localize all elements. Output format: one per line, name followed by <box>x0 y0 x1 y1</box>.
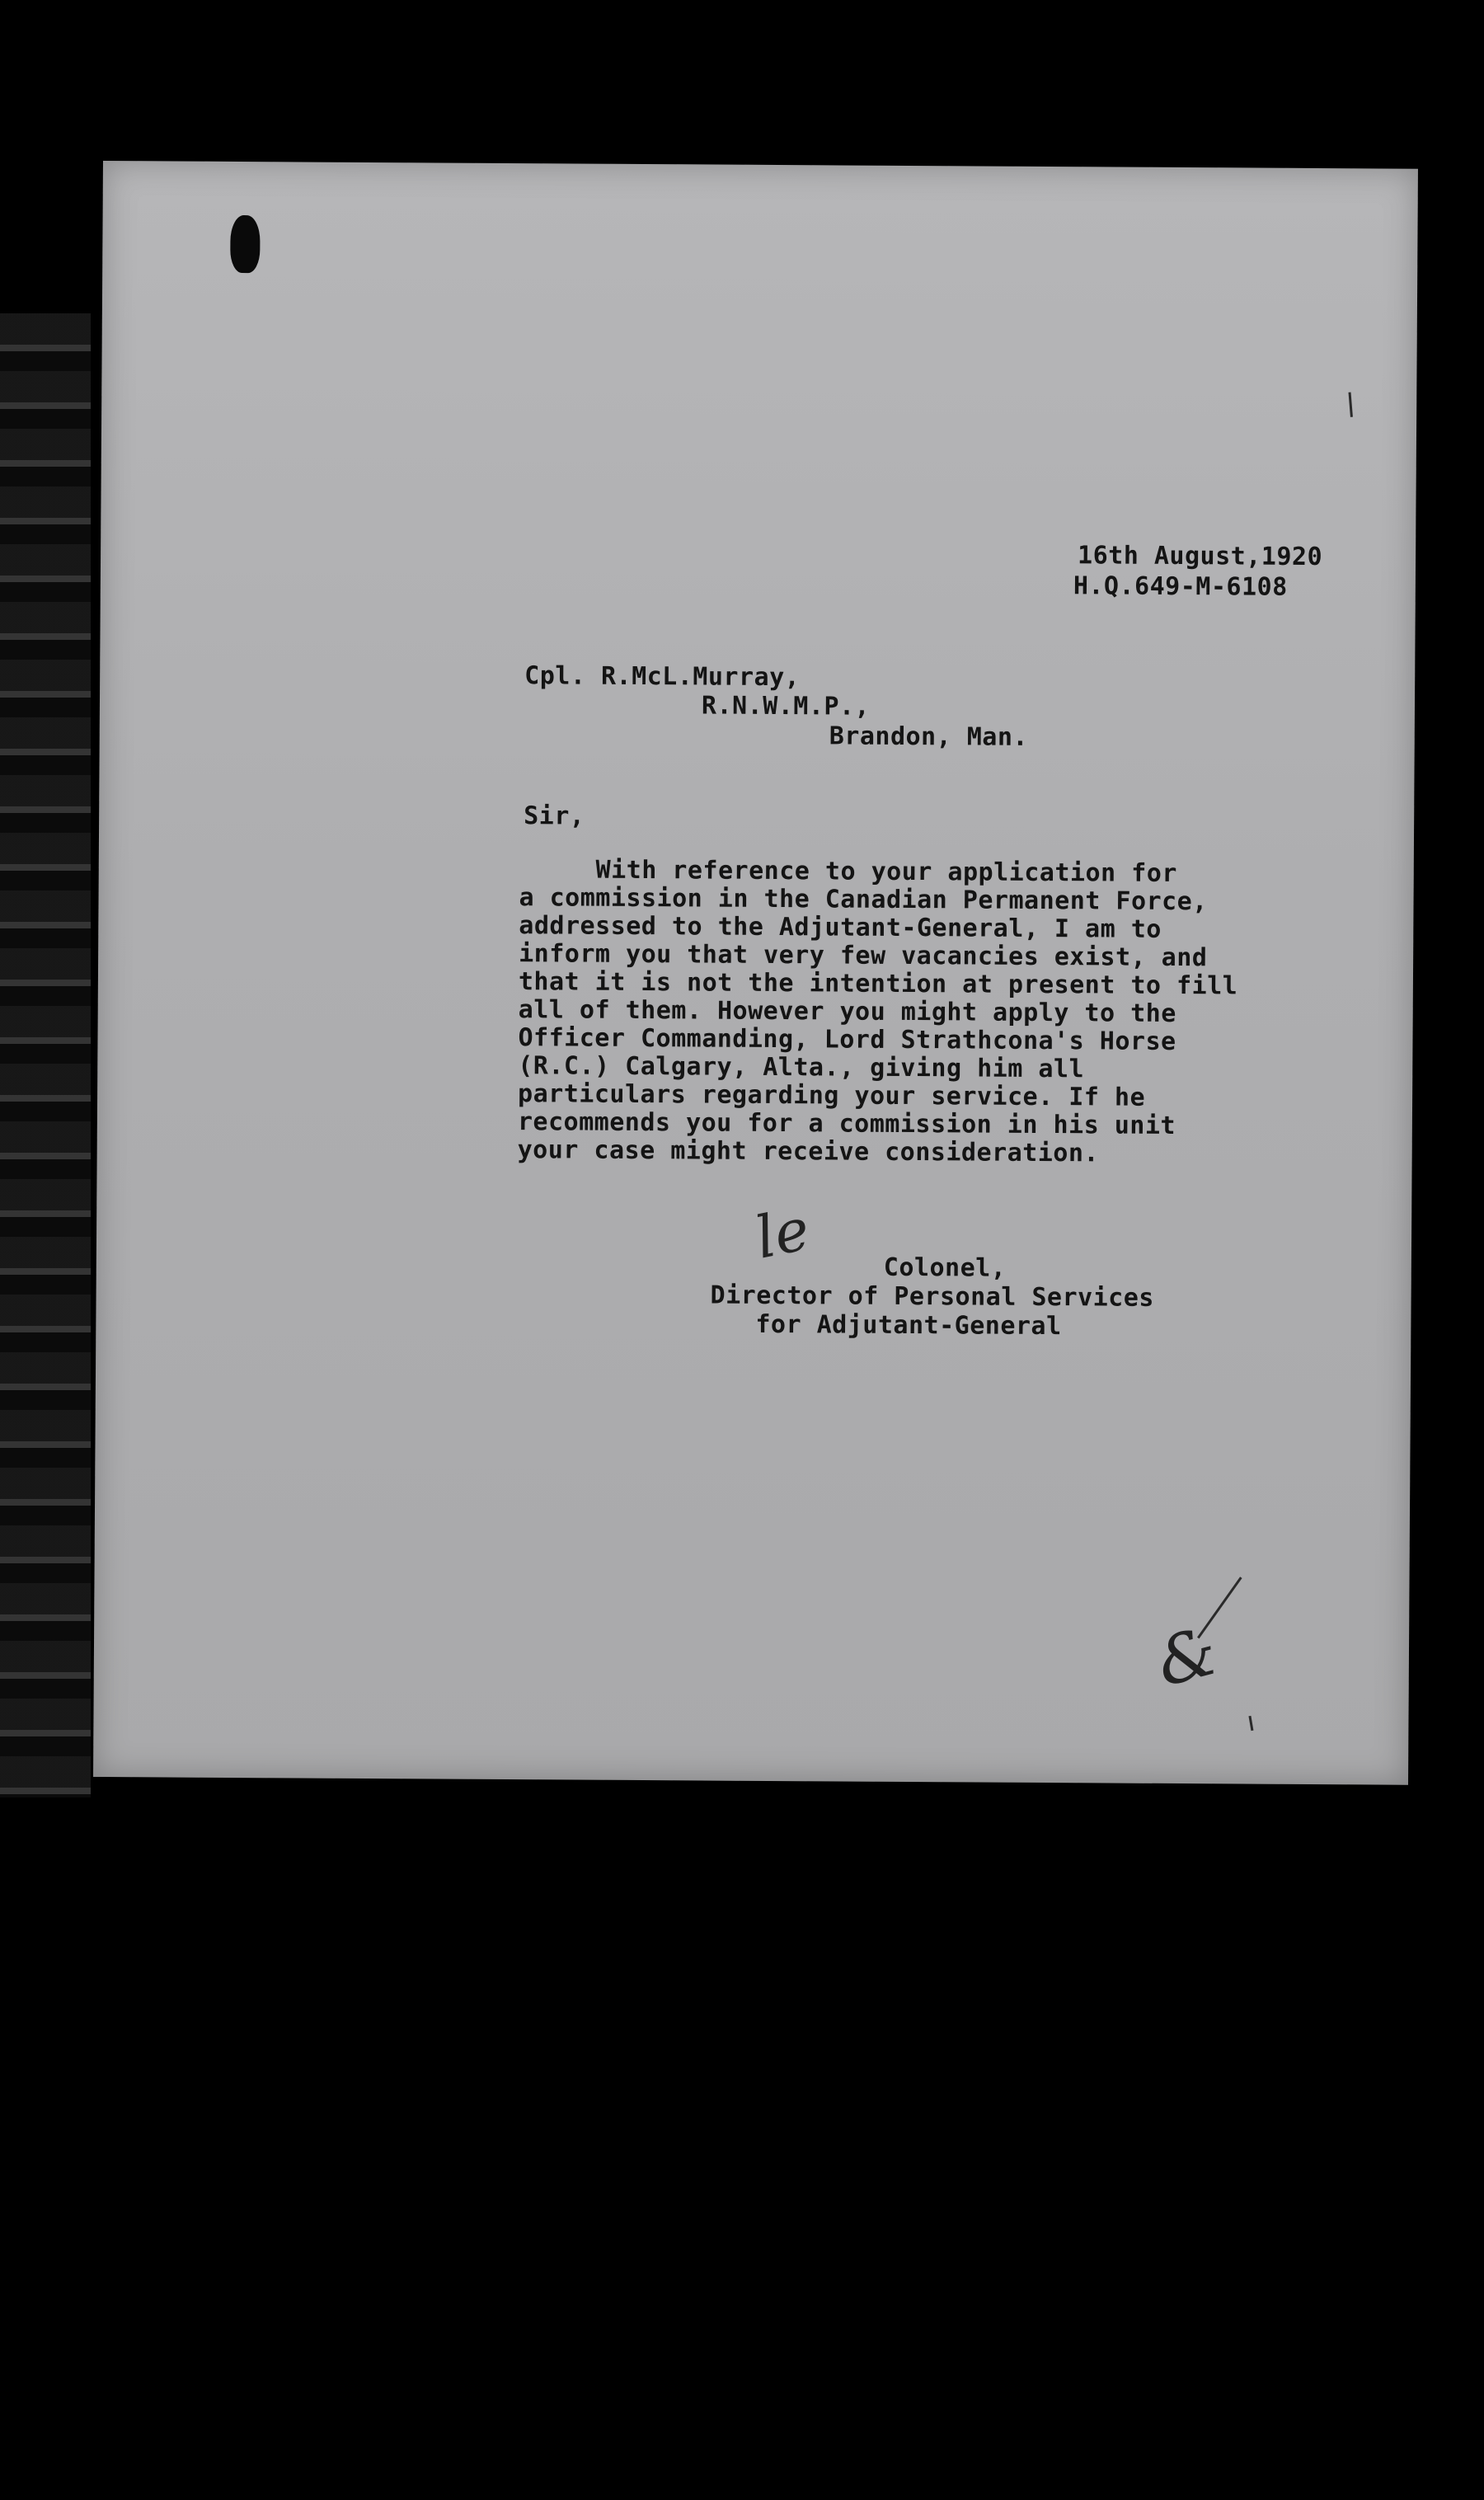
salutation: Sir, <box>524 801 585 831</box>
handwritten-initials: le <box>749 1195 815 1272</box>
letter-page <box>93 161 1418 1785</box>
handwritten-mark: & <box>1148 1612 1225 1702</box>
file-reference: H.Q.649-M-6108 <box>1073 571 1288 602</box>
letter-date: 16th August,1920 <box>1077 541 1323 572</box>
signature-role: Director of Personal Services <box>710 1281 1155 1313</box>
film-strip-edge <box>0 313 91 1797</box>
recipient-city: Brandon, Man. <box>829 721 1029 752</box>
recipient-unit: R.N.W.M.P., <box>701 691 871 721</box>
pencil-tick <box>1248 1716 1253 1731</box>
letter-body: With reference to your application for a commission in the Canadian Permanent Force, addressed to the Adjutant-General, I am to inform you that very few vacancies exist, and that it is not the intention at present to fill all of them. However you might apply to the Officer Commanding, Lord Strathcona's Horse (R.C.) Calgary, Alta., giving him all particulars regarding your service. If he recommends you for a commission in his unit your case might receive consideration. <box>517 855 1238 1168</box>
signature-title: Colonel, <box>883 1252 1007 1283</box>
recipient-name: Cpl. R.McL.Murray, <box>524 661 801 693</box>
punch-hole-mark <box>230 215 260 273</box>
margin-tick <box>1349 392 1353 417</box>
signature-for-line: for Adjutant-General <box>755 1309 1062 1342</box>
